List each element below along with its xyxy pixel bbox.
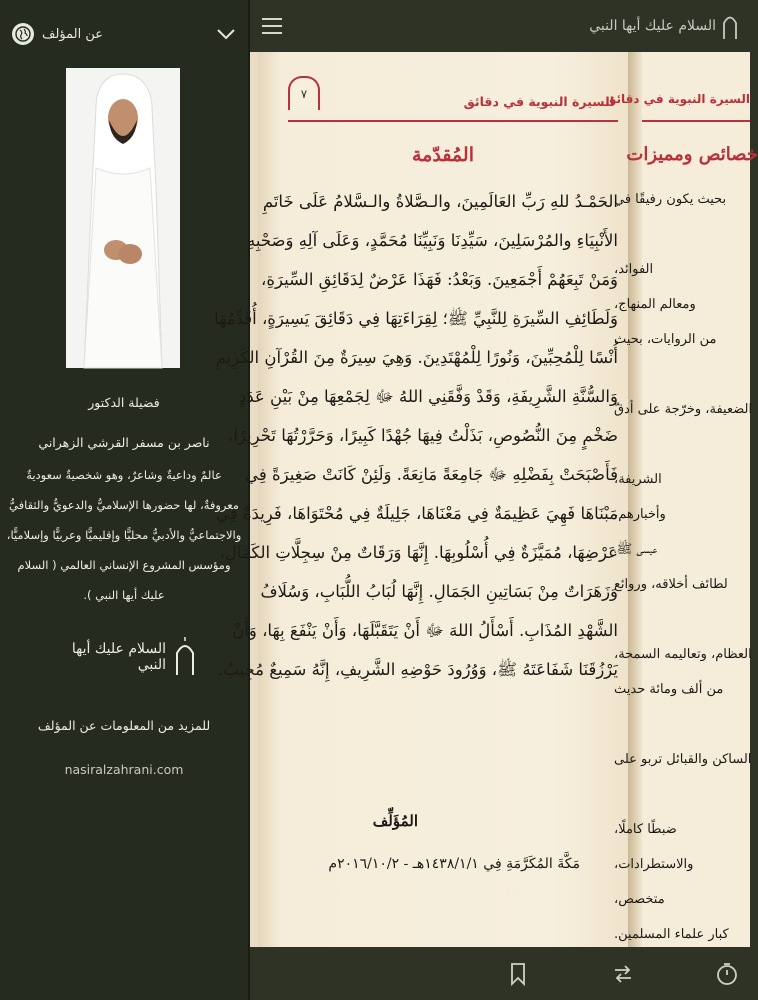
text-line: فَأَصْبَحَتْ بِفَضْلِهِ ﷻ جَامِعَةً مَانِعَةً. وَلَئِنْ كَانَتْ صَغِيرَةً فِي bbox=[245, 465, 618, 484]
text-fragment: الساكن والقبائل تربو على bbox=[614, 752, 752, 767]
swap-icon[interactable] bbox=[610, 961, 636, 987]
next-page-rule bbox=[642, 120, 750, 122]
book-page-current[interactable] bbox=[214, 52, 628, 947]
text-fragment: بحيث يكون رفيقًا في bbox=[614, 192, 727, 207]
text-line: ضَخْمٍ مِنَ النُّصُوصِ، بَذَلْتُ فِيهَا جُهْدًا كَبِيرًا، وَحَرَّرْتُهَا تَحْرِيرًا، bbox=[228, 426, 618, 445]
text-fragment bbox=[614, 602, 754, 637]
text-fragment bbox=[614, 427, 754, 462]
dome-icon bbox=[722, 11, 738, 41]
next-page-title: خصائص ومميزات bbox=[626, 144, 758, 165]
chevron-down-icon[interactable] bbox=[216, 22, 236, 46]
author-photo bbox=[66, 68, 180, 368]
running-head bbox=[288, 92, 618, 122]
page-number: ٧ bbox=[288, 76, 320, 110]
text-fragment bbox=[614, 357, 754, 392]
book-page-next[interactable] bbox=[605, 52, 758, 947]
text-fragment: ضبطًا كاملًا، bbox=[614, 822, 677, 837]
author-signature: المُؤَلِّف bbox=[372, 812, 418, 830]
text-fragment: لطائف أخلاقه، وروائع bbox=[614, 577, 728, 592]
text-line: أُنْسًا لِلْمُحِبِّينَ، وَنُورًا لِلْمُهْتَدِينَ. وَهِيَ سِيرَةٌ مِنَ القُرْآنِ الكَرِيمِ bbox=[215, 348, 618, 367]
text-fragment: الضعيفة، وخرّجة على أدقّ bbox=[614, 402, 753, 417]
running-head-title: السيرة النبوية في دقائق bbox=[463, 94, 614, 109]
place-date: مَكَّةَ المُكَرَّمَةِ فِي ١٤٣٨/١/١هـ - ٢٠١٦/١٠/٢م bbox=[328, 856, 580, 872]
text-line: يَرْزُقَنَا شَفَاعَتَهُ ﷺ، وَوُرُودَ حَوْضِهِ الشَّرِيفِ، إِنَّهُ سَمِيعٌ مُجِيبٌ. bbox=[218, 660, 618, 679]
text-fragment: عيسى ﷺ، bbox=[614, 542, 658, 557]
text-line: وَزَهَرَاتٌ مِنْ بَسَاتِينِ الجَمَالِ. إِنَّهَا لُبَابُ اللُّبَابِ، وَسُلَافُ bbox=[260, 582, 618, 601]
text-fragment: الفوائد، bbox=[614, 262, 654, 277]
text-fragment bbox=[614, 707, 754, 742]
text-fragment: ومعالم المنهاج، bbox=[614, 297, 696, 312]
app-logo-text: السلام عليك أيها النبي bbox=[589, 18, 716, 34]
author-name: ناصر بن مسفر القرشي الزهراني bbox=[38, 435, 210, 450]
book-view[interactable] bbox=[214, 52, 758, 947]
website-link[interactable]: nasiralzahrani.com bbox=[64, 762, 184, 777]
text-fragment: العظام، وتعاليمه السمحة، bbox=[614, 647, 752, 662]
text-fragment: وأخبارهم، bbox=[614, 507, 666, 522]
more-info-link[interactable]: للمزيد من المعلومات عن المؤلف bbox=[37, 718, 211, 733]
top-toolbar bbox=[250, 0, 750, 52]
bookmark-icon[interactable] bbox=[505, 961, 531, 987]
text-fragment bbox=[614, 217, 754, 252]
text-line: وَلَطَائِفِ السِّيرَةِ لِلنَّبِيِّ ﷺ؛ لِقِرَاءَتِهَا فِي دَقَائِقَ يَسِيرَةٍ، أُقَدِّمُهَا bbox=[214, 309, 618, 328]
next-page-text bbox=[614, 182, 754, 952]
section-title: المُقدّمة bbox=[411, 144, 474, 166]
globe-icon[interactable] bbox=[12, 23, 34, 45]
text-fragment: من ألف ومائة حديث bbox=[614, 682, 724, 697]
author-panel-title: عن المؤلف bbox=[42, 26, 104, 42]
text-line: عَرْضِهَا، مُمَيَّزَةٌ فِي أُسْلُوبِهَا. إِنَّهَا وَرَقَاتٌ مِنْ سِجِلَّاتِ الكَمَالِ، bbox=[219, 543, 618, 562]
timer-icon[interactable] bbox=[714, 961, 740, 987]
text-fragment: كبار علماء المسلمين. bbox=[614, 927, 729, 942]
text-fragment: والاستطرادات، bbox=[614, 857, 694, 872]
page-body-text bbox=[214, 182, 618, 689]
author-bio-block bbox=[0, 390, 248, 610]
project-logo-text: السلام عليك أيها النبي bbox=[71, 641, 166, 673]
author-header-left bbox=[12, 23, 103, 45]
text-fragment bbox=[614, 777, 754, 812]
text-fragment: متخصص، bbox=[614, 892, 665, 907]
app-logo bbox=[589, 11, 738, 41]
text-line: الأَنْبِيَاءِ والمُرْسَلِينَ، سَيِّدِنَا وَنَبِيِّنَا مُحَمَّدٍ، وَعَلَى آلِهِ وَصَحْبِهِ bbox=[247, 231, 618, 250]
project-logo bbox=[56, 632, 196, 682]
dome-icon bbox=[174, 637, 196, 677]
text-line: وَمَنْ تَبِعَهُمْ أَجْمَعِينَ. وَبَعْدُ: فَهَذَا عَرْضٌ لِدَقَائِقِ السِّيرَةِ، bbox=[261, 270, 618, 289]
author-bio: عالمٌ وداعيةٌ وشاعرٌ، وهو شخصيةٌ سعوديةٌ معروفةٌ، لها حضورها الإسلاميُّ والدعويُّ والثقافيُّ والاجتماعيُّ والأدبيُّ محليًّا وإقليميًّا وعربيًّا وإسلاميًّا، ومؤسس المشروع الإنساني العالمي ( السلام عليك أيها النبي ). bbox=[6, 468, 242, 602]
text-line: مَبْنَاهَا فَهِيَ عَظِيمَةٌ فِي مَعْنَاهَا، جَلِيلَةٌ فِي مُحْتَوَاهَا، فَرِيدَةٌ فِي bbox=[216, 504, 618, 523]
next-page-running-head: السيرة النبوية في دقائق bbox=[605, 92, 750, 106]
text-line: الشَّهْدِ المُذَابِ. أَسْأَلُ اللهَ ﷻ أَنْ يَتَقَبَّلَهَا، وَأَنْ يَنْفَعَ بِهَا، وَأَنْ bbox=[232, 621, 618, 640]
author-panel bbox=[0, 0, 250, 1000]
text-line: وَالسُّنَّةِ الشَّرِيفَةِ، وَقَدْ وَفَّقَنِي اللهُ ﷻ لِجَمْعِهَا مِنْ بَيْنِ عَدَدٍ bbox=[238, 387, 618, 406]
hamburger-menu-icon[interactable] bbox=[262, 18, 282, 34]
text-fragment: من الروايات، بحيث bbox=[614, 332, 717, 347]
author-panel-header[interactable] bbox=[0, 0, 248, 68]
text-fragment: الشريفة، bbox=[614, 472, 662, 487]
author-title-prefix: فضيلة الدكتور bbox=[88, 395, 160, 410]
bottom-toolbar bbox=[250, 947, 750, 1000]
text-line: الحَمْـدُ للهِ رَبِّ العَالَمِينَ، والـصَّلاةُ والـسَّلامُ عَلَى خَاتَمِ bbox=[262, 192, 618, 211]
